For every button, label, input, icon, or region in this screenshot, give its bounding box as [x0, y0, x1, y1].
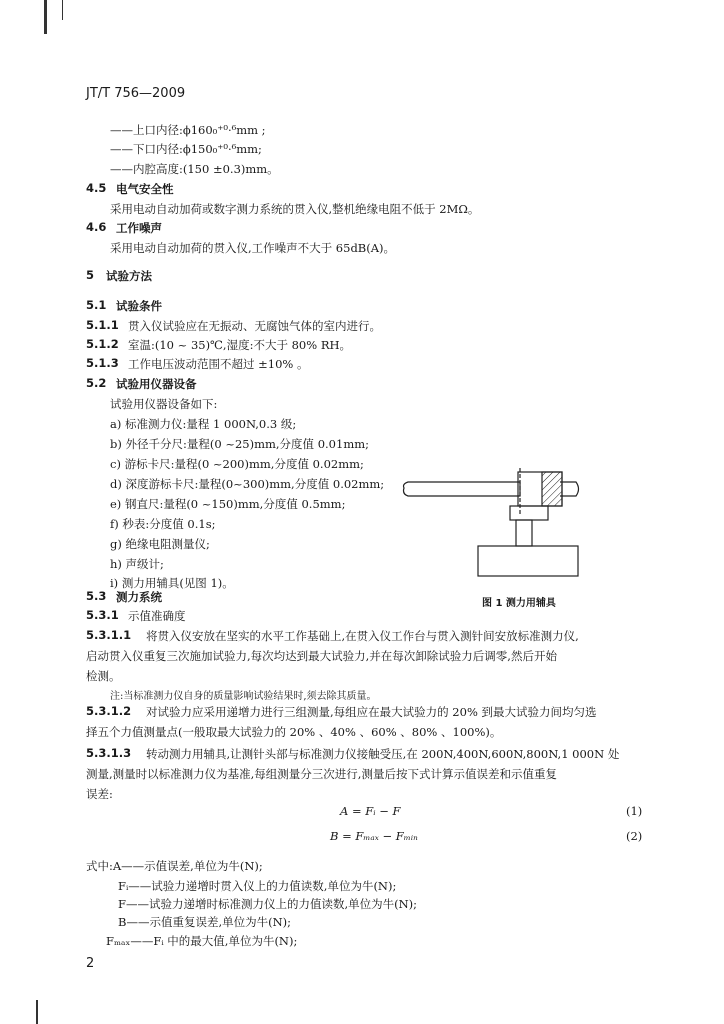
section-number: 4.6 [86, 220, 107, 234]
section-title: 试验方法 [106, 269, 152, 283]
section-title: 示值准确度 [128, 609, 186, 623]
section-title: 试验条件 [116, 299, 162, 313]
paragraph: 试验用仪器设备如下: [110, 397, 218, 411]
list-item: c) 游标卡尺:量程(0 ~200)mm,分度值 0.02mm; [110, 457, 364, 471]
paragraph-line: 对试验力应采用递增力进行三组测量,每组应在最大试验力的 20% 到最大试验力间均匀选 [146, 705, 597, 719]
variable-definition: 式中:A——示值误差,单位为牛(N); [86, 859, 263, 873]
page-number: 2 [86, 956, 95, 971]
list-item: h) 声级计; [110, 557, 164, 571]
section-title: 工作噪声 [116, 221, 162, 235]
section-number: 5.3.1 [86, 608, 119, 622]
figure-1-drawing [400, 462, 585, 580]
section-number: 5.3.1.1 [86, 628, 132, 642]
variable-definition: B——示值重复误差,单位为牛(N); [118, 915, 292, 929]
equation-number: (2) [626, 829, 643, 843]
section-number: 5.1.2 [86, 337, 119, 351]
paragraph-line: 检测。 [86, 669, 121, 683]
section-number: 5.2 [86, 376, 107, 390]
section-number: 4.5 [86, 181, 107, 195]
dimension-item: ——内腔高度:(150 ±0.3)mm。 [110, 162, 279, 176]
section-number: 5.3.1.3 [86, 746, 132, 760]
section-title: 测力系统 [116, 590, 162, 604]
figure-caption: 图 1 测力用辅具 [482, 598, 556, 609]
variable-definition: Fᵢ——试验力递增时贯入仪上的力值读数,单位为牛(N); [118, 879, 397, 893]
list-item: a) 标准测力仪:量程 1 000N,0.3 级; [110, 417, 297, 431]
list-item: i) 测力用辅具(见图 1)。 [110, 576, 234, 590]
dimension-item: ——上口内径:ϕ160₀⁺⁰·⁶mm ; [110, 123, 266, 137]
paragraph-line: 将贯入仪安放在坚实的水平工作基础上,在贯入仪工作台与贯入测针间安放标准测力仪, [146, 629, 579, 643]
section-title: 试验用仪器设备 [116, 377, 197, 391]
paragraph: 贯入仪试验应在无振动、无腐蚀气体的室内进行。 [128, 319, 381, 333]
paragraph: 采用电动自动加荷或数字测力系统的贯入仪,整机绝缘电阻不低于 2MΩ。 [110, 202, 480, 216]
section-number: 5 [86, 268, 95, 282]
scan-mark [62, 0, 63, 20]
section-number: 5.1 [86, 298, 107, 312]
note: 注:当标准测力仪自身的质量影响试验结果时,须去除其质量。 [110, 691, 377, 702]
list-item: b) 外径千分尺:量程(0 ~25)mm,分度值 0.01mm; [110, 437, 370, 451]
section-number: 5.3.1.2 [86, 704, 132, 718]
paragraph-line: 转动测力用辅具,让测针头部与标准测力仪接触受压,在 200N,400N,600N,800N,1 000N 处 [146, 747, 620, 761]
list-item: f) 秒表:分度值 0.1s; [110, 517, 216, 531]
paragraph-line: 误差: [86, 787, 113, 801]
list-item: e) 钢直尺:量程(0 ~150)mm,分度值 0.5mm; [110, 497, 346, 511]
scan-mark [44, 0, 47, 34]
paragraph-line: 启动贯入仪重复三次施加试验力,每次均达到最大试验力,并在每次卸除试验力后调零,然后开始 [86, 649, 557, 663]
paragraph: 工作电压波动范围不超过 ±10% 。 [128, 357, 309, 371]
list-item: d) 深度游标卡尺:量程(0~300)mm,分度值 0.02mm; [110, 477, 385, 491]
section-number: 5.3 [86, 589, 107, 603]
equation: A = Fᵢ − F [340, 804, 401, 818]
section-title: 电气安全性 [116, 182, 174, 196]
equation: B = Fₘₐₓ − Fₘᵢₙ [330, 829, 418, 843]
paragraph-line: 测量,测量时以标准测力仪为基准,每组测量分三次进行,测量后按下式计算示值误差和示值重复 [86, 767, 557, 781]
paragraph-line: 择五个力值测量点(一般取最大试验力的 20% 、40% 、60% 、80% 、100%)。 [86, 725, 502, 739]
equation-number: (1) [626, 804, 643, 818]
list-item: g) 绝缘电阻测量仪; [110, 537, 210, 551]
variable-definition: F——试验力递增时标准测力仪上的力值读数,单位为牛(N); [118, 897, 418, 911]
dimension-item: ——下口内径:ϕ150₀⁺⁰·⁶mm; [110, 142, 262, 156]
paragraph: 室温:(10 ~ 35)℃,湿度:不大于 80% RH。 [128, 338, 352, 352]
scan-mark [36, 1000, 38, 1024]
standard-number: JT/T 756—2009 [86, 86, 186, 101]
variable-definition: Fₘₐₓ——Fᵢ 中的最大值,单位为牛(N); [106, 934, 298, 948]
section-number: 5.1.3 [86, 356, 119, 370]
paragraph: 采用电动自动加荷的贯入仪,工作噪声不大于 65dB(A)。 [110, 241, 396, 255]
section-number: 5.1.1 [86, 318, 119, 332]
